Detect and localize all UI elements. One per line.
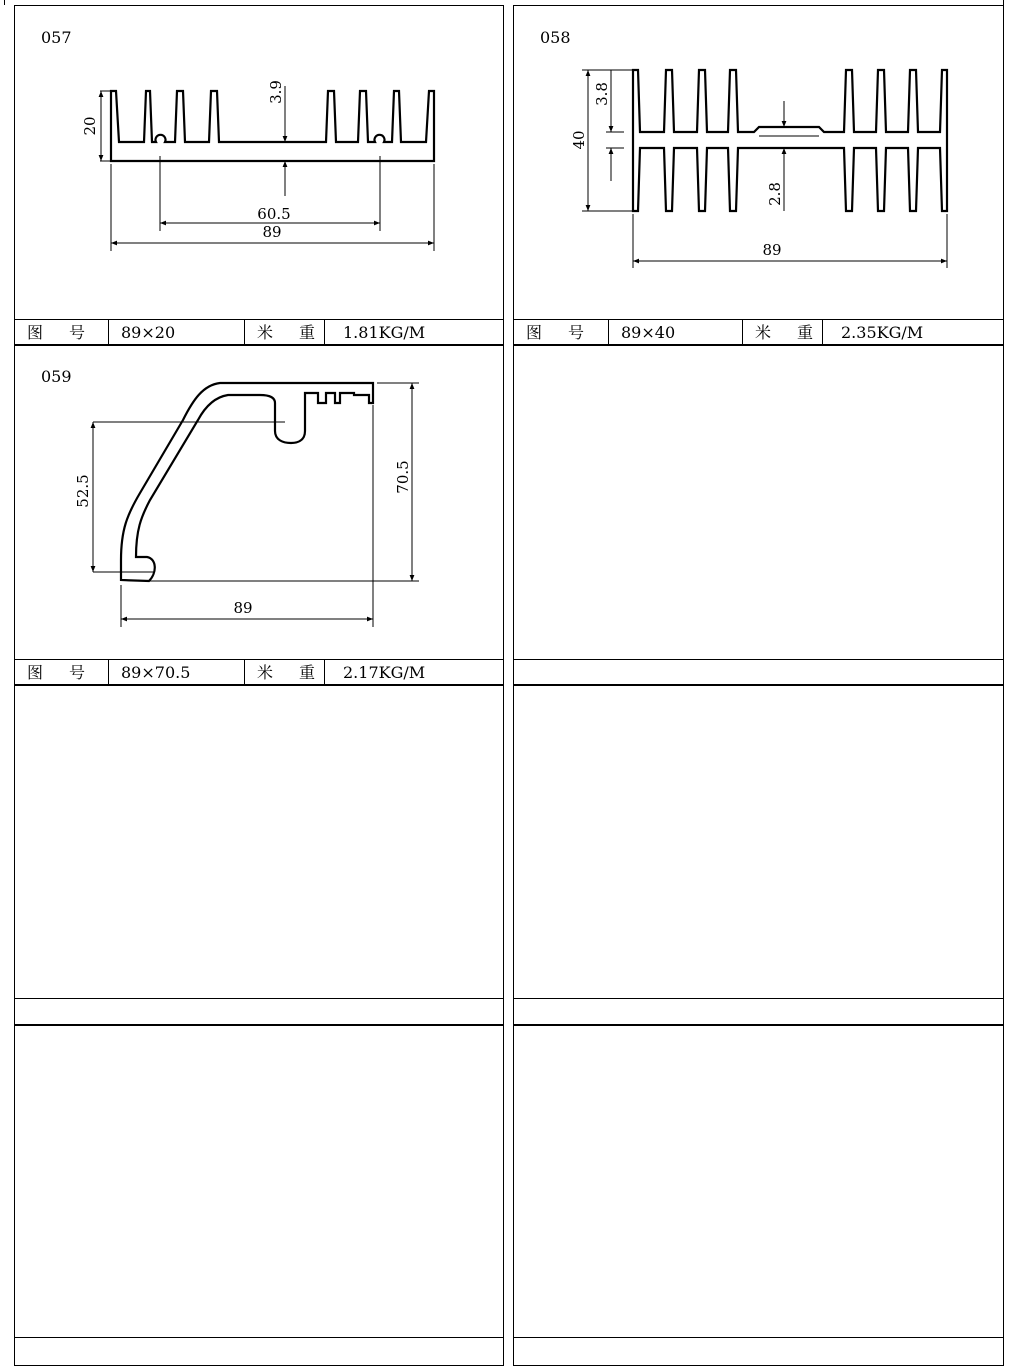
heatsink-upper-fins — [633, 70, 947, 132]
figure-no-value: 89×40 — [609, 320, 743, 345]
dim-width: 89 — [233, 599, 253, 617]
dim-fin-gap: 3.8 — [593, 82, 611, 106]
weight-value: 2.35KG/M — [841, 323, 924, 342]
heatsink-lower-fins — [633, 148, 947, 211]
dim-width: 89 — [262, 223, 282, 241]
empty-panel — [513, 1024, 1004, 1366]
profile-number: 058 — [540, 28, 571, 47]
info-bar — [514, 1337, 1003, 1365]
info-bar — [15, 319, 503, 345]
dim-height: 20 — [81, 116, 99, 136]
profile-number: 059 — [41, 367, 72, 386]
dim-base-thickness: 2.8 — [766, 182, 784, 206]
profile-panel-058 — [513, 5, 1004, 346]
figure-no-value: 89×20 — [109, 320, 245, 345]
info-bar — [514, 998, 1003, 1024]
figure-no-label: 图号 — [15, 660, 109, 685]
dim-width: 89 — [762, 241, 782, 259]
info-bar — [514, 319, 1003, 345]
empty-panel — [14, 1024, 504, 1366]
info-bar — [514, 659, 1003, 685]
weight-label: 米重 — [743, 320, 823, 345]
profile-panel-059 — [14, 344, 504, 686]
info-bar — [15, 659, 503, 685]
info-bar — [15, 1337, 503, 1365]
info-bar — [15, 998, 503, 1024]
dim-height: 40 — [570, 130, 588, 150]
empty-panel — [513, 344, 1004, 686]
weight-value: 2.17KG/M — [343, 663, 426, 682]
weight-label: 米重 — [245, 660, 325, 685]
profile-number: 057 — [41, 28, 72, 47]
dim-inner: 60.5 — [257, 205, 291, 223]
dim-base-thickness: 3.9 — [267, 80, 285, 104]
empty-panel — [513, 684, 1004, 1026]
profile-drawing-057 — [15, 6, 505, 320]
figure-no-label: 图号 — [15, 320, 109, 345]
weight-label: 米重 — [245, 320, 325, 345]
empty-panel — [14, 684, 504, 1026]
profile-panel-057 — [14, 5, 504, 346]
cover-profile — [121, 383, 373, 581]
figure-no-value: 89×70.5 — [109, 660, 245, 685]
figure-no-label: 图号 — [514, 320, 609, 345]
profile-drawing-058 — [514, 6, 1005, 320]
dim-height-right: 70.5 — [394, 460, 412, 494]
weight-value: 1.81KG/M — [343, 323, 426, 342]
profile-drawing-059 — [15, 345, 505, 661]
dim-height-left: 52.5 — [74, 474, 92, 508]
